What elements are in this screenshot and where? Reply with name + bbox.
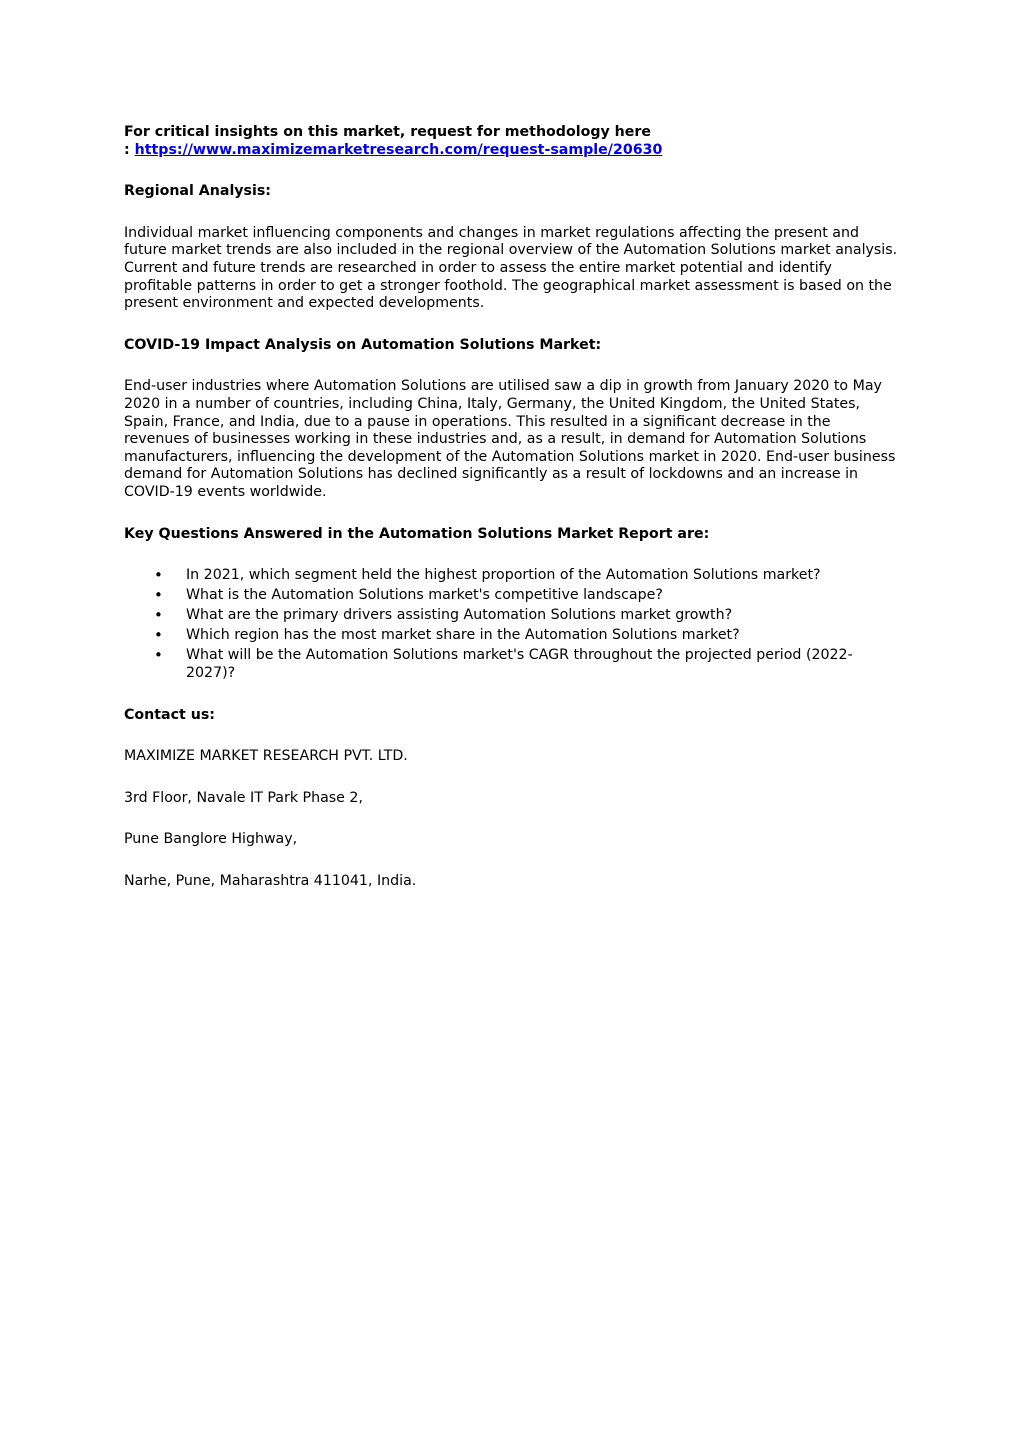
list-item-text: What is the Automation Solutions market's competitive landscape?: [186, 587, 663, 604]
covid-impact-paragraph: End-user industries where Automation Solutions are utilised saw a dip in growth from January 2020 to May 2020 in a number of countries, including China, Italy, Germany, the United Kingdom, the United States, Spain, France, and India, due to a pause in operations. This resulted in a significant decrease in the revenues of businesses working in these industries and, as a result, in demand for Automation Solutions manufacturers, influencing the development of the Automation Solutions market in 2020. End-user business demand for Automation Solutions has declined significantly as a result of lockdowns and an increase in COVID-19 events worldwide.: [124, 378, 896, 500]
request-sample-link[interactable]: https://www.maximizemarketresearch.com/request-sample/20630: [134, 141, 663, 158]
key-questions-list: [124, 567, 900, 683]
document-page: [124, 124, 900, 891]
list-item-text: What will be the Automation Solutions market's CAGR throughout the projected period (2022-2027)?: [186, 647, 853, 682]
list-item: [124, 587, 900, 605]
methodology-callout-text: For critical insights on this market, request for methodology here: [124, 124, 652, 140]
contact-address-line-3: Narhe, Pune, Maharashtra 411041, India.: [124, 873, 417, 890]
contact-address-line-2: Pune Banglore Highway,: [124, 831, 298, 848]
regional-analysis-paragraph: Individual market influencing components and changes in market regulations affecting the present and future market trends are also included in the regional overview of the Automation Solutions market analysis. Current and future trends are researched in order to assess the entire market potential and identify profitable patterns in order to get a stronger foothold. The geographical market assessment is based on the present environment and expected developments.: [124, 224, 898, 312]
contact-address-line-1: 3rd Floor, Navale IT Park Phase 2,: [124, 789, 363, 806]
list-item-text: In 2021, which segment held the highest proportion of the Automation Solutions market?: [186, 567, 821, 584]
regional-analysis-heading: Regional Analysis:: [124, 183, 271, 200]
key-questions-heading: Key Questions Answered in the Automation Solutions Market Report are:: [124, 525, 710, 542]
bullet-icon: •: [154, 566, 163, 585]
contact-heading: Contact us:: [124, 706, 215, 723]
list-item-text: Which region has the most market share in the Automation Solutions market?: [186, 627, 740, 644]
list-item: [124, 567, 900, 585]
list-item: [124, 647, 900, 682]
methodology-callout: [124, 124, 900, 159]
contact-company: MAXIMIZE MARKET RESEARCH PVT. LTD.: [124, 748, 408, 765]
methodology-callout-prefix: :: [124, 141, 135, 158]
bullet-icon: •: [154, 606, 163, 625]
covid-impact-heading: COVID-19 Impact Analysis on Automation Solutions Market:: [124, 336, 602, 353]
list-item: [124, 607, 900, 625]
bullet-icon: •: [154, 626, 163, 645]
list-item: [124, 627, 900, 645]
bullet-icon: •: [154, 646, 163, 665]
bullet-icon: •: [154, 586, 163, 605]
list-item-text: What are the primary drivers assisting Automation Solutions market growth?: [186, 607, 733, 624]
